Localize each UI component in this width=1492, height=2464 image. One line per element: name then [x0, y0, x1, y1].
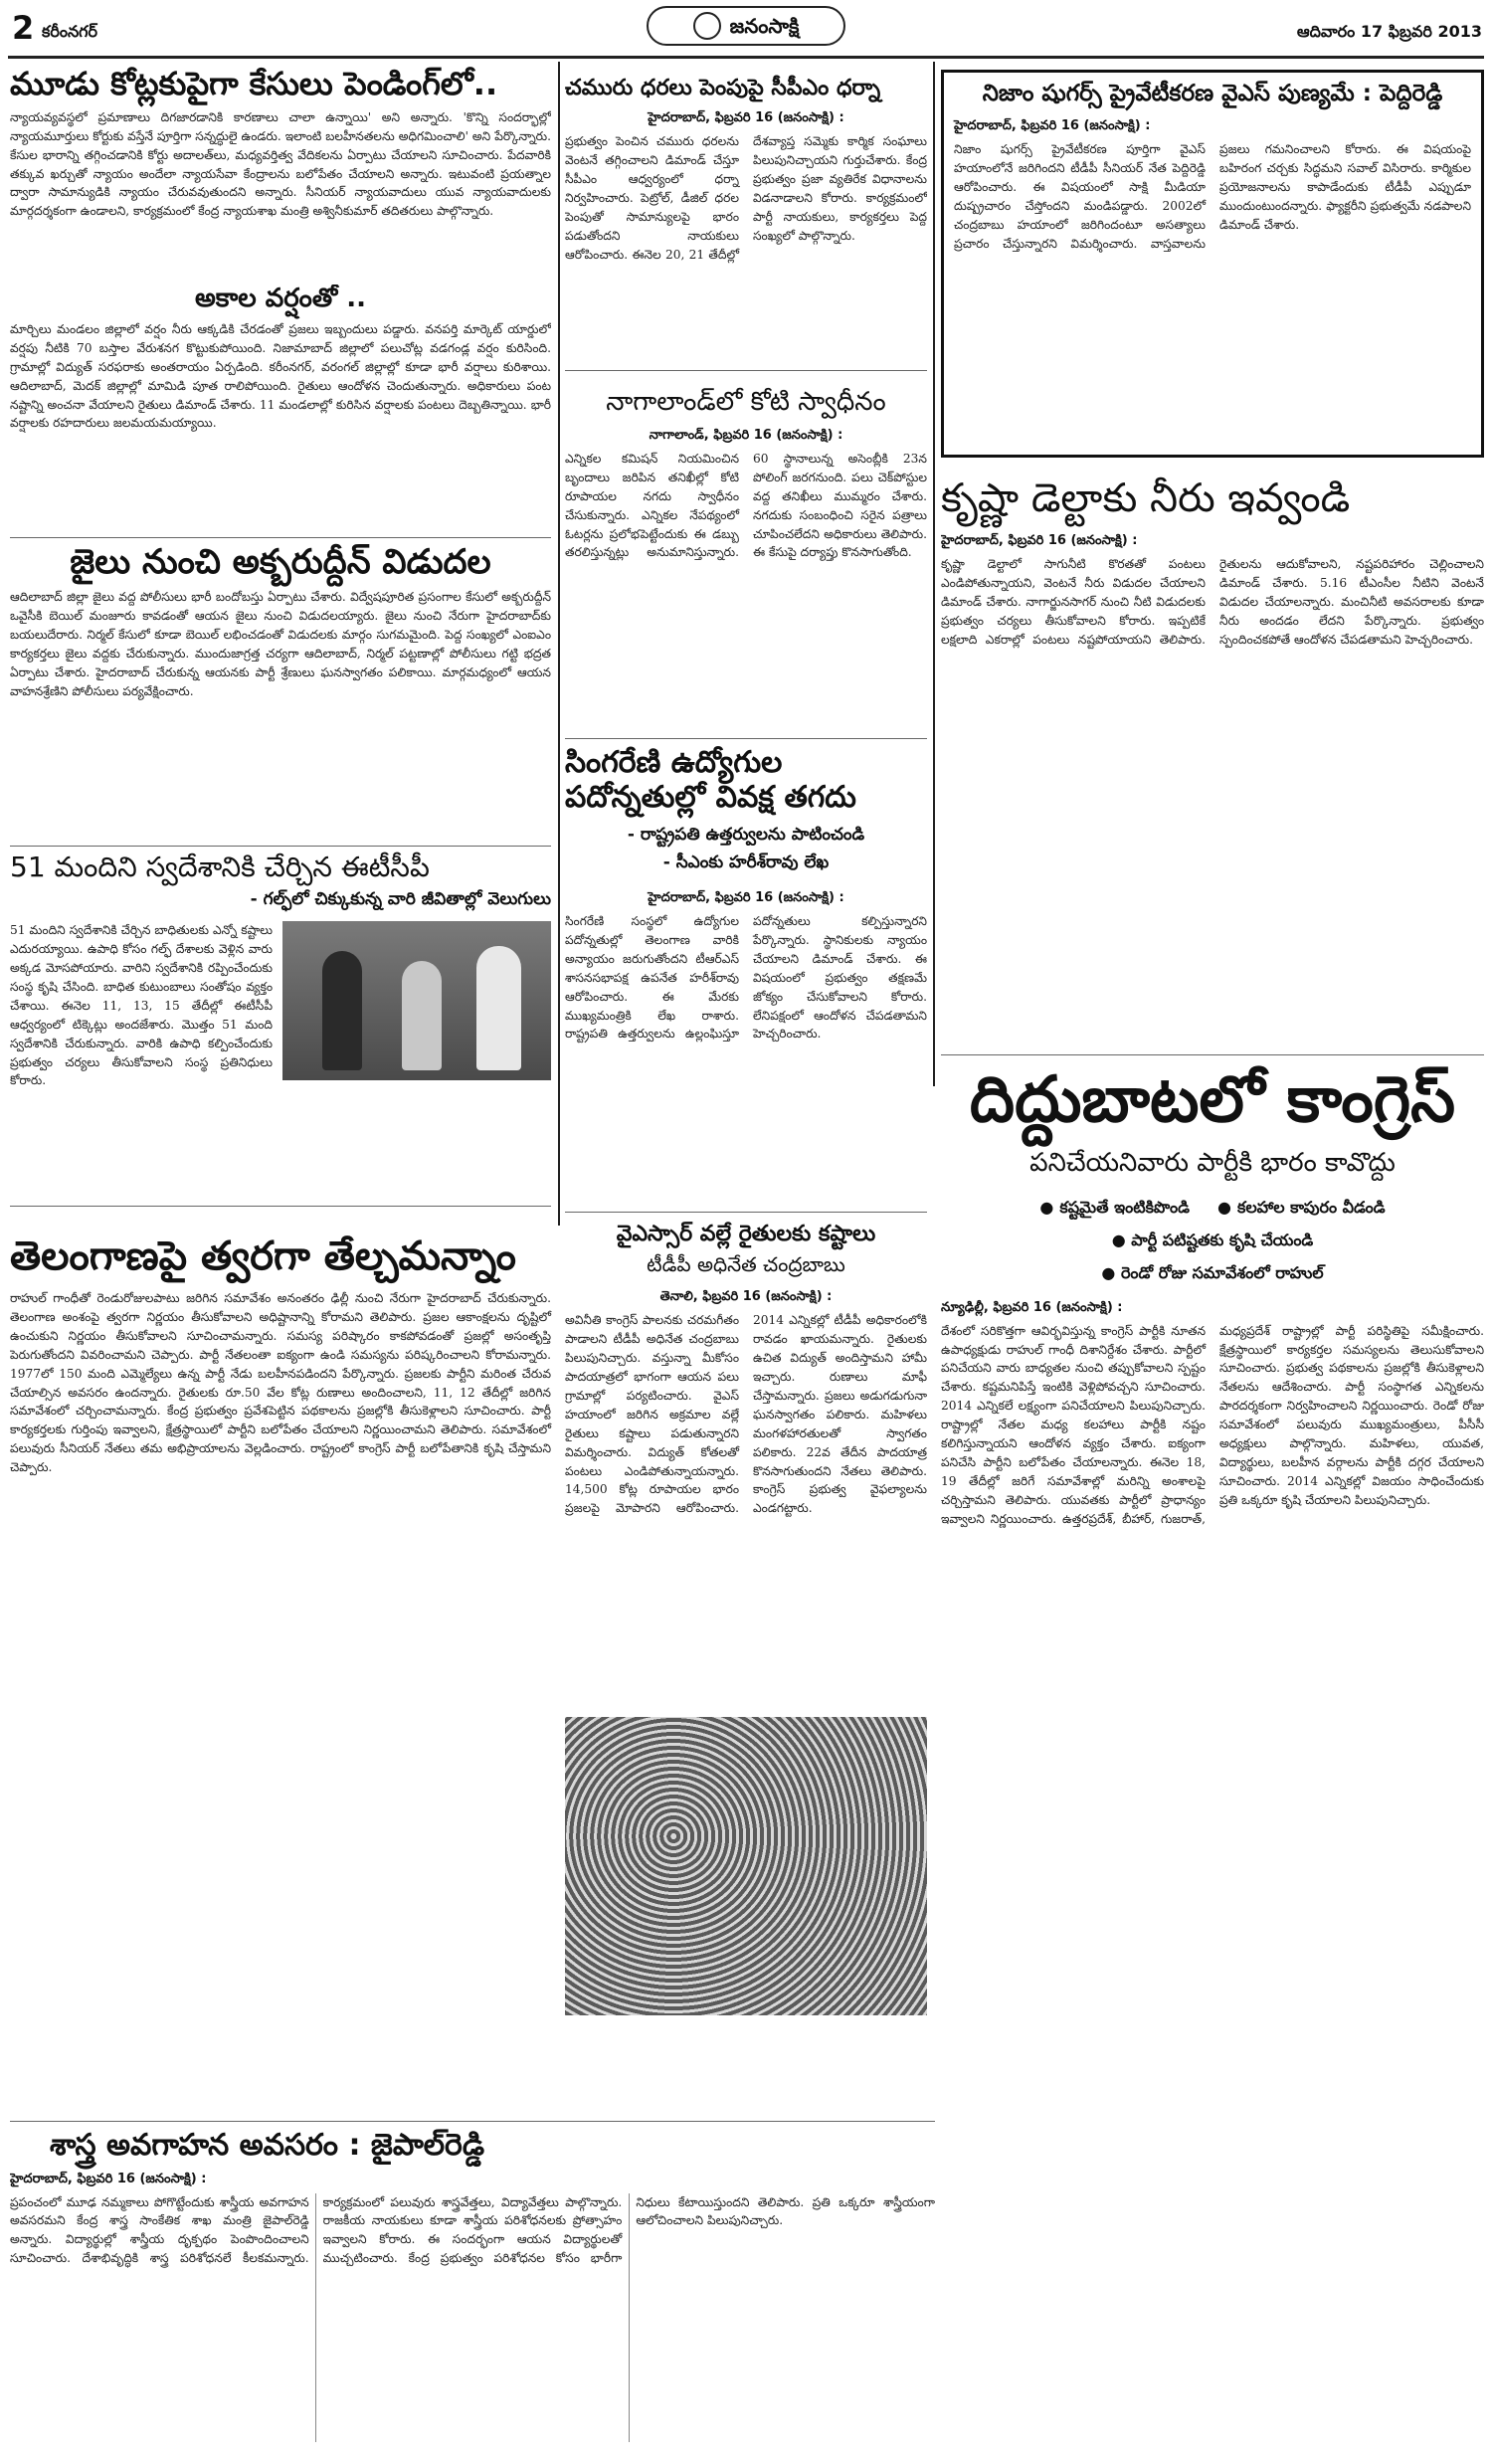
dateline-congress: న్యూఢిల్లీ, ఫిబ్రవరి 16 (జనంసాక్షి) :	[941, 1299, 1123, 1315]
divider-krishna	[941, 1054, 1484, 1055]
congress-bullets-row-1	[941, 1198, 1484, 1221]
headline-nagaland: నాగాలాండ్‌లో కోటి స్వాధీనం	[606, 387, 886, 417]
dateline-cpm: హైదరాబాద్, ఫిబ్రవరి 16 (జనంసాక్షి) :	[648, 110, 844, 126]
body-ysr: అవినీతి కాంగ్రెస్ పాలనకు చరమగీతం పాడాలని టీడీపీ అధినేత చంద్రబాబు పిలుపునిచ్చారు. వస్తున్నా మీకోసం పాదయాత్రలో భాగంగా ఆయన పలు గ్రామాల్లో పర్యటించారు. వైఎస్ హయాంలో జరిగిన అక్రమాల వల్లే రైతులు కష్టాలు పడుతున్నారని విమర్శించారు. విద్యుత్ కోతలతో పంటలు ఎండిపోతున్నాయన్నారు. 14,500 కోట్ల రూపాయల భారం ప్రజలపై మోపారని ఆరోపించారు. 2014 ఎన్నికల్లో టీడీపీ అధికారంలోకి రావడం ఖాయమన్నారు. రైతులకు ఉచిత విద్యుత్ అందిస్తామని హామీ ఇచ్చారు. రుణాలు మాఫీ చేస్తామన్నారు. ప్రజలు అడుగడుగునా ఘనస్వాగతం పలికారు. మహిళలు మంగళహారతులతో స్వాగతం పలికారు. 22వ తేదీన పాదయాత్ర కొనసాగుతుందని నేతలు తెలిపారు. కాంగ్రెస్ ప్రభుత్వ వైఫల్యాలను ఎండగట్టారు.	[565, 1313, 927, 1516]
article-ysr	[565, 1222, 927, 2117]
headline-singareni: సింగరేణి ఉద్యోగుల పదోన్నతుల్లో వివక్ష తగదు	[565, 746, 856, 815]
body-jaipal: ప్రపంచంలో మూఢ నమ్మకాలు పోగొట్టేందుకు శాస్త్రీయ అవగాహన అవసరమని కేంద్ర శాస్త్ర సాంకేతిక శాఖ మంత్రి జైపాల్‌రెడ్డి అన్నారు. విద్యార్థుల్లో శాస్త్రీయ దృక్పథం పెంపొందించాలని సూచించారు. దేశాభివృద్ధికి శాస్త్ర పరిశోధనలే కీలకమన్నారు. కార్యక్రమంలో పలువురు శాస్త్రవేత్తలు, విద్యావేత్తలు పాల్గొన్నారు. రాజకీయ నాయకులు కూడా శాస్త్రీయ పరిశోధనలకు ప్రోత్సాహం ఇవ్వాలని కోరారు. ఈ సందర్భంగా ఆయన విద్యార్థులతో ముచ్చటించారు. కేంద్ర ప్రభుత్వం పరిశోధనల కోసం భారీగా నిధులు కేటాయిస్తుందని తెలిపారు. ప్రతి ఒక్కరూ శాస్త్రీయంగా ఆలోచించాలని పిలుపునిచ్చారు.	[10, 2194, 935, 2266]
dateline-singareni: హైదరాబాద్, ఫిబ్రవరి 16 (జనంసాక్షి) :	[648, 890, 844, 905]
divider-drought	[10, 537, 551, 538]
dateline-nizam: హైదరాబాద్, ఫిబ్రవరి 16 (జనంసాక్షి) :	[954, 118, 1151, 134]
column-rule-right	[933, 62, 935, 1086]
photo-gulf	[282, 921, 551, 1080]
headline-drought: అకాల వర్షంతో ..	[194, 284, 367, 313]
person-icon	[322, 951, 362, 1070]
body-nagaland: ఎన్నికల కమిషన్ నియమించిన బృందాలు జరిపిన తనిఖీల్లో కోటి రూపాయల నగదు స్వాధీనం చేసుకున్నారు. ఎన్నికల నేపథ్యంలో ఓటర్లను ప్రలోభపెట్టేందుకు ఈ డబ్బు తరలిస్తున్నట్లు అనుమానిస్తున్నారు. 60 స్థానాలున్న అసెంబ్లీకి 23న పోలింగ్ జరగనుంది. పలు చెక్‌పోస్టుల వద్ద తనిఖీలు ముమ్మరం చేశారు. నగదుకు సంబంధించి సరైన పత్రాలు చూపించలేదని అధికారులు తెలిపారు. ఈ కేసుపై దర్యాప్తు కొనసాగుతోంది.	[565, 451, 927, 560]
article-jaipal	[10, 2129, 935, 2457]
subheadline-ysr: టీడీపీ అధినేత చంద్రబాబు	[647, 1252, 845, 1277]
bullet-dot-icon: ●	[1111, 1230, 1132, 1249]
divider-singareni	[565, 1212, 927, 1213]
person-icon	[402, 961, 442, 1070]
body-singareni: సింగరేణి సంస్థలో ఉద్యోగుల పదోన్నతుల్లో తెలంగాణ వారికి అన్యాయం జరుగుతోందని టీఆర్ఎస్ శాసనసభాపక్ష ఉపనేత హరీశ్‌రావు ఆరోపించారు. ఈ మేరకు ముఖ్యమంత్రికి లేఖ రాశారు. రాష్ట్రపతి ఉత్తర్వులను ఉల్లంఘిస్తూ పదోన్నతులు కల్పిస్తున్నారని పేర్కొన్నారు. స్థానికులకు న్యాయం చేయాలని డిమాండ్ చేశారు. ఈ విషయంలో ప్రభుత్వం తక్షణమే జోక్యం చేసుకోవాలని కోరారు. లేనిపక్షంలో ఆందోళన చేపడతామని హెచ్చరించారు.	[565, 914, 927, 1042]
congress-bullet-1: కష్టమైతే ఇంటికిపొండి	[1059, 1197, 1191, 1217]
body-gulf: 51 మందిని స్వదేశానికి చేర్చిన బాధితులకు ఎన్నో కష్టాలు ఎదురయ్యాయి. ఉపాధి కోసం గల్ఫ్ దేశాలకు వెళ్లిన వారు అక్కడ మోసపోయారు. వారిని స్వదేశానికి రప్పించేందుకు సంస్థ కృషి చేసింది. బాధిత కుటుంబాలు సంతోషం వ్యక్తం చేశాయి. ఈనెల 11, 13, 15 తేదీల్లో ఈటీసీపీ ఆధ్వర్యంలో టిక్కెట్లు అందజేశారు. మొత్తం 51 మంది స్వదేశానికి చేరుకున్నారు. వారికి ఉపాధి కల్పించేందుకు ప్రభుత్వం చర్యలు తీసుకోవాలని సంస్థ ప్రతినిధులు కోరారు.	[10, 923, 273, 1088]
article-drought	[10, 284, 551, 533]
dateline-nagaland: నాగాలాండ్, ఫిబ్రవరి 16 (జనంసాక్షి) :	[649, 427, 843, 443]
article-krishna	[941, 475, 1484, 1042]
article-cpm	[565, 66, 927, 349]
edition-label: కరీంనగర్	[42, 22, 98, 41]
issue-date: ఆదివారం 17 ఫిబ్రవరి 2013	[1296, 22, 1482, 41]
body-telangana: రాహుల్ గాంధీతో రెండురోజులపాటు జరిగిన సమావేశం అనంతరం ఢిల్లీ నుంచి నేరుగా హైదరాబాద్ చేరుకున్నారు. తెలంగాణ అంశంపై త్వరగా నిర్ణయం తీసుకోవాలని అధిష్టానాన్ని కోరామని తెలిపారు. ప్రజల ఆకాంక్షలను దృష్టిలో ఉంచుకుని నిర్ణయం తీసుకోవాలని సూచించామన్నారు. సమస్య పరిష్కారం కాకపోవడంతో ప్రజల్లో అసంతృప్తి పెరుగుతోందని వివరించామని చెప్పారు. పార్టీ నేతలంతా ఐక్యంగా ఉండి సమస్యను పరిష్కరించాలని కోరామన్నారు. 1977లో 150 మంది ఎమ్మెల్యేలు ఉన్న పార్టీ నేడు బలహీనపడిందని పేర్కొన్నారు. ప్రజలకు పార్టీని మరింత చేరువ చేయాల్సిన అవసరం ఉందన్నారు. రైతులకు రూ.50 వేల కోట్ల రుణాలు అందించాలని, 11, 12 తేదీల్లో జరిగిన సమావేశంలో చర్చించామన్నారు. కేంద్ర ప్రభుత్వం ప్రవేశపెట్టిన పథకాలను ప్రజల్లోకి తీసుకెళ్లాలని సూచించారు. పార్టీ కార్యకర్తలకు గుర్తింపు ఇవ్వాలని, క్షేత్రస్థాయిలో పార్టీని బలోపేతం చేయాలని నిర్ణయించామని తెలిపారు. సమావేశంలో పలువురు సీనియర్ నేతలు తమ అభిప్రాయాలను వెల్లడించారు. రాష్ట్రంలో కాంగ్రెస్ పార్టీ బలోపేతానికి కృషి చేస్తామని చెప్పారు.	[10, 1291, 551, 1475]
photo-rally	[565, 1717, 927, 2015]
column-rule-left	[558, 62, 560, 1226]
page-number: 2	[12, 9, 35, 47]
body-cpm: ప్రభుత్వం పెంచిన చమురు ధరలను వెంటనే తగ్గించాలని డిమాండ్ చేస్తూ సీపీఎం ఆధ్వర్యంలో ధర్నా నిర్వహించారు. పెట్రోల్, డీజిల్ ధరల పెంపుతో సామాన్యులపై భారం పడుతోందని నాయకులు ఆరోపించారు. ఈనెల 20, 21 తేదీల్లో దేశవ్యాప్త సమ్మెకు కార్మిక సంఘాలు పిలుపునిచ్చాయని గుర్తుచేశారు. కేంద్ర ప్రభుత్వం ప్రజా వ్యతిరేక విధానాలను విడనాడాలని కోరారు. కార్యక్రమంలో పార్టీ నాయకులు, కార్యకర్తలు పెద్ద సంఖ్యలో పాల్గొన్నారు.	[565, 134, 927, 262]
headline-krishna: కృష్ణా డెల్టాకు నీరు ఇవ్వండి	[941, 475, 1351, 521]
body-krishna: కృష్ణా డెల్టాలో సాగునీటి కొరతతో పంటలు ఎండిపోతున్నాయని, వెంటనే నీరు విడుదల చేయాలని డిమాండ్ చేశారు. నాగార్జునసాగర్ నుంచి నీటి విడుదలకు ప్రభుత్వం చర్యలు తీసుకోవాలని కోరారు. ఇప్పటికే లక్షలాది ఎకరాల్లో పంటలు నష్టపోయాయని తెలిపారు. రైతులను ఆదుకోవాలని, నష్టపరిహారం చెల్లించాలని డిమాండ్ చేశారు. 5.16 టీఎంసీల నీటిని వెంటనే విడుదల చేయాలన్నారు. మంచినీటి అవసరాలకు కూడా నీరు అందడం లేదని పేర్కొన్నారు. ప్రభుత్వం స్పందించకపోతే ఆందోళన చేపడతామని హెచ్చరించారు.	[941, 557, 1484, 647]
body-congress: దేశంలో సరికొత్తగా ఆవిర్భవిస్తున్న కాంగ్రెస్ పార్టీకి నూతన ఉపాధ్యక్షుడు రాహుల్ గాంధీ దిశానిర్దేశం చేశారు. పార్టీలో పనిచేయని వారు బాధ్యతల నుంచి తప్పుకోవాలని స్పష్టం చేశారు. కష్టమనిపిస్తే ఇంటికి వెళ్లిపోవచ్చని సూచించారు. 2014 ఎన్నికలే లక్ష్యంగా పనిచేయాలని పిలుపునిచ్చారు. రాష్ట్రాల్లో నేతల మధ్య కలహాలు పార్టీకి నష్టం కలిగిస్తున్నాయని ఆందోళన వ్యక్తం చేశారు. ఐక్యంగా పనిచేసి పార్టీని బలోపేతం చేయాలన్నారు. ఈనెల 18, 19 తేదీల్లో జరిగే సమావేశాల్లో మరిన్ని అంశాలపై చర్చిస్తామని తెలిపారు. యువతకు పార్టీలో ప్రాధాన్యం ఇవ్వాలని నిర్ణయించారు. ఉత్తరప్రదేశ్, బీహార్, గుజరాత్, మధ్యప్రదేశ్ రాష్ట్రాల్లో పార్టీ పరిస్థితిపై సమీక్షించారు. క్షేత్రస్థాయిలో కార్యకర్తల సమస్యలను తెలుసుకోవాలని సూచించారు. ప్రభుత్వ పథకాలను ప్రజల్లోకి తీసుకెళ్లాలని నేతలను ఆదేశించారు. పార్టీ సంస్థాగత ఎన్నికలను పారదర్శకంగా నిర్వహించాలని నిర్ణయించారు. రెండో రోజు సమావేశంలో పలువురు ముఖ్యమంత్రులు, పీసీసీ అధ్యక్షులు పాల్గొన్నారు. మహిళలు, యువత, విద్యార్థులు, బలహీన వర్గాలను పార్టీకి దగ్గర చేయాలని సూచించారు. 2014 ఎన్నికల్లో విజయం సాధించేందుకు ప్రతి ఒక్కరూ కృషి చేయాలని పిలుపునిచ్చారు.	[941, 1323, 1484, 1526]
article-congress	[941, 1064, 1484, 2457]
headline-nizam: నిజాం షుగర్స్ ప్రైవేటీకరణ వైఎస్ పుణ్యమే : పెద్దిరెడ్డి	[982, 81, 1443, 106]
bullet-dot-icon: ●	[1039, 1197, 1054, 1217]
body-drought: మార్చిలు మండలం జిల్లాలో వర్షం నీరు ఆక్కడికి చేరడంతో ప్రజలు ఇబ్బందులు పడ్డారు. వనపర్తి మార్కెట్ యార్డులో వర్షపు నీటికి 70 బస్తాల వేరుశనగ కొట్టుకుపోయింది. నిజామాబాద్ జిల్లాలో పలుచోట్ల వడగండ్ల వర్షం కురిసింది. గ్రామాల్లో విద్యుత్ సరఫరాకు అంతరాయం ఏర్పడింది. కరీంనగర్, వరంగల్ జిల్లాల్లో కూడా భారీ వర్షాలు కురిశాయి. ఆదిలాబాద్, మెదక్ జిల్లాల్లో మామిడి పూత రాలిపోయింది. రైతులు ఆందోళన చెందుతున్నారు. అధికారులు పంట నష్టాన్ని అంచనా వేయాలని రైతులు డిమాండ్ చేశారు. 11 మండలాల్లో కురిసిన వర్షాలకు పంటలు దెబ్బతిన్నాయి. భారీ వర్షాలకు రహదారులు జలమయమయ్యాయి.	[10, 321, 551, 431]
singareni-bullet-2: - సీఎంకు హరీశ్‌రావు లేఖ	[662, 853, 830, 872]
singareni-bullet-1: - రాష్ట్రపతి ఉత్తర్వులను పాటించండి	[627, 825, 865, 845]
divider-nagaland	[565, 738, 927, 739]
congress-bullets-row-3	[941, 1263, 1484, 1286]
masthead-rule	[8, 56, 1484, 59]
article-cases	[10, 66, 551, 280]
bullet-dot-icon: ●	[1101, 1262, 1121, 1282]
congress-bullet-2: కలహాల కాపురం వీడండి	[1236, 1197, 1386, 1217]
article-akbaruddin	[10, 543, 551, 842]
headline-akbaruddin: జైలు నుంచి అక్బరుద్దీన్ విడుదల	[70, 543, 491, 582]
dateline-krishna: హైదరాబాద్, ఫిబ్రవరి 16 (జనంసాక్షి) :	[941, 533, 1138, 548]
divider-telangana	[10, 2121, 935, 2122]
congress-bullets-row-2	[941, 1231, 1484, 1253]
person-icon	[476, 946, 521, 1070]
dateline-jaipal: హైదరాబాద్, ఫిబ్రవరి 16 (జనంసాక్షి) :	[10, 2171, 207, 2186]
headline-telangana: తెలంగాణపై త్వరగా తేల్చమన్నాం	[10, 1233, 516, 1279]
dateline-ysr: తెనాలి, ఫిబ్రవరి 16 (జనంసాక్షి) :	[659, 1289, 833, 1305]
article-nizam	[941, 70, 1484, 458]
divider-akbaruddin	[10, 846, 551, 847]
body-nizam: నిజాం షుగర్స్ ప్రైవేటీకరణ పూర్తిగా వైఎస్ హయాంలోనే జరిగిందని టీడీపీ సీనియర్ నేత పెద్దిరెడ్డి ఆరోపించారు. ఈ విషయంలో సాక్షి మీడియా దుష్ప్రచారం చేస్తోందని మండిపడ్డారు. 2002లో చంద్రబాబు హయాంలో జరిగిందంటూ అసత్యాలు ప్రచారం చేస్తున్నారని విమర్శించారు. వాస్తవాలను ప్రజలు గమనించాలని కోరారు. ఈ విషయంపై బహిరంగ చర్చకు సిద్ధమని సవాల్ విసిరారు. కార్మికుల ప్రయోజనాలను కాపాడేందుకు టీడీపీ ఎప్పుడూ ముందుంటుందన్నారు. ఫ్యాక్టరీని ప్రభుత్వమే నడపాలని డిమాండ్ చేశారు.	[954, 142, 1471, 251]
divider-gulf	[10, 1206, 551, 1207]
bullet-dot-icon: ●	[1217, 1197, 1231, 1217]
headline-cases: మూడు కోట్లకుపైగా కేసులు పెండింగ్‌లో..	[10, 66, 498, 102]
newspaper-name: జనంసాక్షి	[729, 14, 800, 38]
masthead-logo	[647, 6, 845, 46]
subheadline-gulf: - గల్ఫ్‌లో చిక్కుకున్న వారి జీవితాల్లో వెలుగులు	[250, 889, 551, 910]
headline-congress: దిద్దుబాటలో కాంగ్రెస్	[969, 1064, 1456, 1137]
newspaper-logo-icon	[693, 12, 721, 40]
body-cases: న్యాయవ్యవస్థలో ప్రమాణాలు దిగజారడానికి కారణాలు చాలా ఉన్నాయి' అని అన్నారు. 'కొన్ని సందర్భాల్లో న్యాయమూర్తులు కోర్టుకు వస్తేనే పూర్తిగా సన్నద్ధులై ఉండరు. ఇలాంటి బలహీనతలను అధిగమించాలి' అని పేర్కొన్నారు. కేసుల భారాన్ని తగ్గించడానికి కోర్టు అదాలత్‌లు, మధ్యవర్తిత్వ వేదికలను ఏర్పాటు చేయాలని సూచించారు. పేదవారికి తక్కువ ఖర్చుతో న్యాయం అందేలా న్యాయసేవా కేంద్రాలను బలోపేతం చేయాలని అన్నారు. ఇటువంటి ప్రయత్నాల ద్వారా సామాన్యుడికి న్యాయం చేరువవుతుందని అన్నారు. సీనియర్ న్యాయవాదులు యువ న్యాయవాదులకు మార్గదర్శకంగా ఉండాలని, కార్యక్రమంలో కేంద్ర న్యాయశాఖ మంత్రి అశ్వినీకుమార్ తదితరులు పాల్గొన్నారు.	[10, 109, 551, 219]
congress-bullet-4: రెండో రోజు సమావేశంలో రాహుల్	[1120, 1262, 1324, 1282]
headline-gulf: 51 మందిని స్వదేశానికి చేర్చిన ఈటీసీపీ	[10, 852, 430, 883]
headline-cpm: చమురు ధరలు పెంపుపై సీపీఎం ధర్నా	[565, 76, 881, 100]
masthead	[0, 0, 1492, 60]
article-gulf	[10, 852, 551, 1202]
headline-jaipal: శాస్త్ర అవగాహన అవసరం : జైపాల్‌రెడ్డి	[50, 2129, 485, 2163]
divider-cpm	[565, 370, 927, 371]
article-nagaland	[565, 378, 927, 716]
body-akbaruddin: ఆదిలాబాద్ జిల్లా జైలు వద్ద పోలీసులు భారీ బందోబస్తు ఏర్పాటు చేశారు. విద్వేషపూరిత ప్రసంగాల కేసులో అక్బరుద్దీన్ ఒవైసీకి బెయిల్ మంజూరు కావడంతో ఆయన జైలు నుంచి విడుదలయ్యారు. జైలు నుంచి నేరుగా హైదరాబాద్‌కు బయలుదేరారు. నిర్మల్ కేసులో కూడా బెయిల్ లభించడంతో విడుదలకు మార్గం సుగమమైంది. పెద్ద సంఖ్యలో ఎంఐఎం కార్యకర్తలు జైలు వద్దకు చేరుకున్నారు. ముందుజాగ్రత్త చర్యగా ఆదిలాబాద్, నిర్మల్ పట్టణాల్లో పోలీసులు గట్టి భద్రత ఏర్పాటు చేశారు. హైదరాబాద్ చేరుకున్న ఆయనకు పార్టీ శ్రేణులు ఘనస్వాగతం పలికాయి. మార్గమధ్యంలో ఆయన వాహనశ్రేణిని పోలీసులు పర్యవేక్షించారు.	[10, 590, 551, 698]
article-singareni	[565, 746, 927, 1194]
headline-ysr: వైఎస్సార్ వల్లే రైతులకు కష్టాలు	[616, 1222, 876, 1246]
congress-bullet-3: పార్టీ పటిష్టతకు కృషి చేయండి	[1131, 1230, 1314, 1249]
subheadline-congress: పనిచేయనివారు పార్టీకి భారం కావొద్దు	[1029, 1147, 1396, 1178]
